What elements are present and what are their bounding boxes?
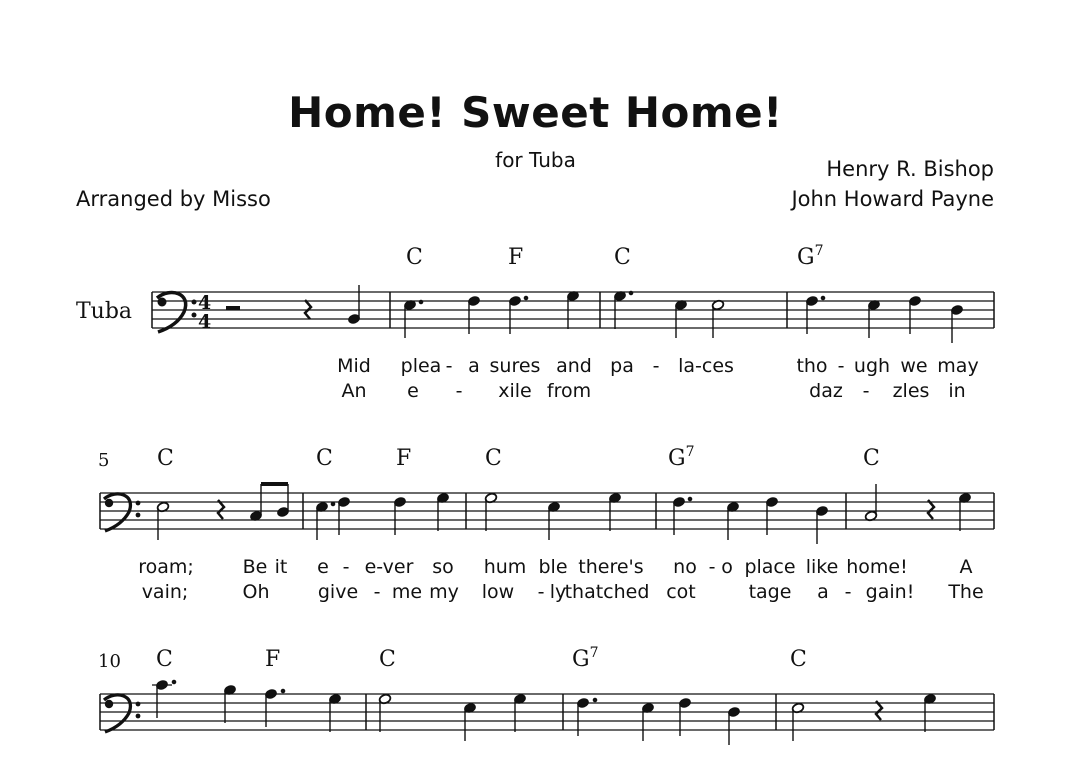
lyric-syllable: -: [537, 581, 545, 603]
chord-symbol: F: [508, 245, 524, 270]
half-rest-icon: [226, 306, 240, 310]
staff-system-3: [98, 645, 994, 745]
lyric-syllable: zles: [892, 380, 930, 402]
lyric-syllable: give: [317, 581, 359, 603]
chord-symbol: C: [316, 446, 333, 471]
lyrics-verse-2: [341, 380, 965, 402]
lyric-syllable: home!: [846, 556, 908, 578]
lyric-syllable: a: [468, 355, 480, 377]
lyric-syllable: xile: [498, 380, 532, 402]
lyric-syllable: -: [652, 355, 660, 377]
lyric-syllable: low: [481, 581, 515, 603]
lyric-syllable: Mid: [337, 355, 371, 377]
lyrics-verse-2: [142, 581, 984, 603]
lyric-syllable: -: [342, 556, 350, 578]
chord-symbol: $G^7$: [668, 444, 695, 471]
chord-symbol: C: [485, 446, 502, 471]
lyric-syllable: plea: [400, 355, 442, 377]
lyric-syllable: -: [844, 581, 852, 603]
lyric-syllable: An: [341, 380, 367, 402]
time-signature-top: 4: [198, 292, 212, 314]
chord-symbol: C: [614, 245, 631, 270]
lyric-syllable: in: [948, 380, 966, 402]
staff-lines: [100, 694, 994, 730]
bass-clef-icon: [104, 695, 140, 732]
lyric-syllable: cot: [666, 581, 696, 603]
lyric-syllable: hum: [483, 556, 527, 578]
score-title: Home! Sweet Home!: [288, 88, 783, 137]
lyric-syllable: thatched: [564, 581, 650, 603]
lyric-syllable: it: [274, 556, 288, 578]
lyrics-verse-1: [337, 355, 979, 377]
staff-system-1: [152, 243, 994, 402]
lyric-syllable: from: [546, 380, 592, 402]
lyric-syllable: we: [900, 355, 928, 377]
beam: [261, 482, 288, 486]
lyric-syllable: ble: [538, 556, 568, 578]
bass-clef-icon: [157, 293, 197, 332]
lyric-syllable: -: [837, 355, 845, 377]
lyric-syllable: there's: [578, 556, 644, 578]
lyric-syllable: may: [937, 355, 979, 377]
chord-symbol: C: [379, 647, 396, 672]
lyric-syllable: tho: [796, 355, 828, 377]
lyric-syllable: The: [948, 581, 984, 603]
lyric-syllable: la-ces: [678, 355, 734, 377]
lyric-syllable: e: [407, 380, 419, 402]
chord-symbol: C: [406, 245, 423, 270]
lyric-syllable: Oh: [242, 581, 270, 603]
lyric-syllable: -: [455, 380, 463, 402]
lyric-syllable: e: [317, 556, 329, 578]
bass-clef-icon: [104, 494, 140, 531]
notes: [156, 482, 971, 544]
lyric-syllable: -: [373, 581, 381, 603]
lyric-syllable: my: [429, 581, 459, 603]
lyric-syllable: like: [805, 556, 839, 578]
staff-lines: [100, 493, 994, 529]
measure-number: 5: [98, 450, 110, 471]
instrument-name: Tuba: [76, 299, 133, 324]
lyric-syllable: a: [817, 581, 829, 603]
chord-symbol: C: [863, 446, 880, 471]
staff-system-2: [98, 444, 994, 603]
lyric-syllable: -: [862, 380, 870, 402]
chord-symbols: [156, 645, 807, 672]
lyric-syllable: A: [959, 556, 973, 578]
quarter-rest-icon: [928, 500, 934, 519]
lyricist-credit: John Howard Payne: [791, 187, 994, 211]
measure-number: 10: [98, 651, 121, 672]
lyric-syllable: roam;: [138, 556, 194, 578]
lyric-syllable: tage: [748, 581, 792, 603]
lyric-syllable: no: [673, 556, 697, 578]
chord-symbol: C: [790, 647, 807, 672]
composer-credit: Henry R. Bishop: [826, 157, 994, 181]
chord-symbols: [406, 243, 824, 270]
chord-symbols: [157, 444, 880, 471]
lyric-syllable: gain!: [865, 581, 915, 603]
arranger-credit: Arranged by Misso: [76, 187, 271, 211]
lyric-syllable: e-ver: [364, 556, 414, 578]
chord-symbol: $G^7$: [572, 645, 599, 672]
lyric-syllable: o: [721, 556, 733, 578]
lyric-syllable: ugh: [853, 355, 891, 377]
lyric-syllable: so: [432, 556, 454, 578]
quarter-rest-icon: [876, 701, 882, 720]
time-signature-bottom: 4: [198, 311, 212, 333]
lyric-syllable: pa: [610, 355, 634, 377]
notes: [347, 285, 963, 343]
lyric-syllable: -: [445, 355, 453, 377]
lyric-syllable: sures: [489, 355, 541, 377]
lyric-syllable: and: [556, 355, 592, 377]
lyric-syllable: place: [744, 556, 796, 578]
lyric-syllable: daz: [809, 380, 843, 402]
lyric-syllable: ly: [549, 581, 567, 603]
score-subtitle: for Tuba: [495, 148, 576, 172]
chord-symbol: F: [265, 647, 281, 672]
chord-symbol: C: [156, 647, 173, 672]
lyric-syllable: vain;: [141, 581, 189, 603]
chord-symbol: $G^7$: [797, 243, 824, 270]
quarter-rest-icon: [218, 500, 224, 519]
lyrics-verse-1: [138, 556, 972, 578]
lyric-syllable: me: [391, 581, 423, 603]
lyric-syllable: -: [708, 556, 716, 578]
lyric-syllable: Be: [242, 556, 268, 578]
chord-symbol: C: [157, 446, 174, 471]
chord-symbol: F: [396, 446, 412, 471]
